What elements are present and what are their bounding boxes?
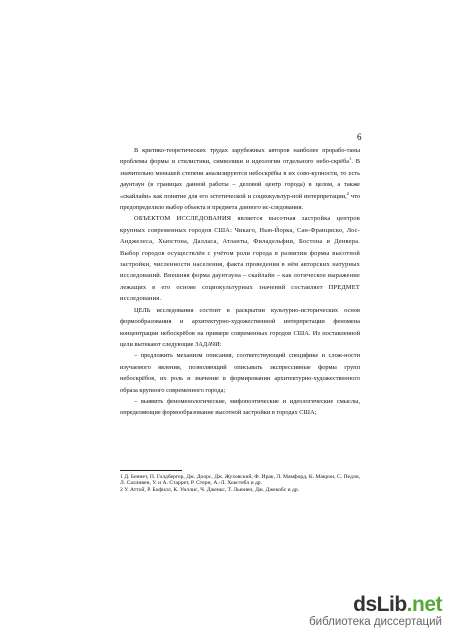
footnote-2: 2 У. Аттой, Р. Бофилл, К. Уиллис, Ч. Дженкс, Т. Льюнеи, Дж. Джекобс и др. <box>120 486 300 493</box>
paragraph-goal: ЦЕЛЬ исследования состоит в раскрытии культурно-исторических основ формообразования и архитектурно-художественной интерпретации феномена концентрации небоскрёбов на примере современных городов США. Из поставленной цели вытекают следующие ЗАДАЧИ: <box>120 306 360 348</box>
footnote-ref-2[interactable]: 2 <box>346 190 349 196</box>
watermark-subtitle: библиотека диссертаций <box>309 616 442 628</box>
paragraph-intro: В критико-теоретических трудах зарубежных авторов наиболее прорабо-таны проблемы формы и стилистики, символики и идеологии отдельного небо-скрёба$^1$. В значительно меньшей степени анализируются небоскрёбы в их сово-купности, то есть даунтаун (в границах данной работы – деловой центр города) в целом, а также «скайлайн» как понятие для его эстетической и социокультур-ной интерпретации,$^2$ что предопределило выбор объекта и предмета данного ис-следования. <box>120 147 360 212</box>
paragraph-object: ОБЪЕКТОМ ИССЛЕДОВАНИЯ является высотная застройка центров крупных современных городов США: Чикаго, Нью-Йорка, Сан-Франциско, Лос-Анджелеса, Хьюстона, Далласа, Атланты, Филадельфии, Бостона и Денвера. Выбор городов осуществлён с учётом роли города в развитии формы высотной застройки, численности населения, факта проведения в нём авторских натурных исследований. Внешняя форма даунтауна – скайлайн – как логическое выражение лежащих в его основе социокультурных значений составляет ПРЕДМЕТ исследования. <box>120 215 360 303</box>
footnote-1: 1 Д. Беннет, П. Голдбергер, Дж. Доорс, Дж. Жуховский, Ф. Ирак, Л. Мамфорд, К. Макрон, С. Педли, Л. Салливен, У. и А. Старрет, Р. Стерн, А.-Л. Хокстебл и др. <box>120 474 360 487</box>
footnotes <box>120 474 360 493</box>
paragraph-task-2: – выявить феноменологические, мифопоэтические и идеологические смыслы, определяющие формообразование высотной застройки в городах США; <box>120 397 360 417</box>
footnote-ref-1[interactable]: 1 <box>349 156 352 162</box>
watermark[interactable] <box>309 595 442 629</box>
footnote-separator <box>120 470 182 471</box>
document-body <box>120 145 360 419</box>
paragraph-task-1: – предложить механизм описания, соответствующий специфике и слож-ности изучаемого явления, позволяющий описывать экспрессивные формы групп небоскрёбов, их роль и значение в формировании архитектурно-художественного образа крупного современного города; <box>120 352 360 394</box>
page-number: 6 <box>357 132 362 142</box>
watermark-logo[interactable]: dsLib.net <box>353 593 442 616</box>
